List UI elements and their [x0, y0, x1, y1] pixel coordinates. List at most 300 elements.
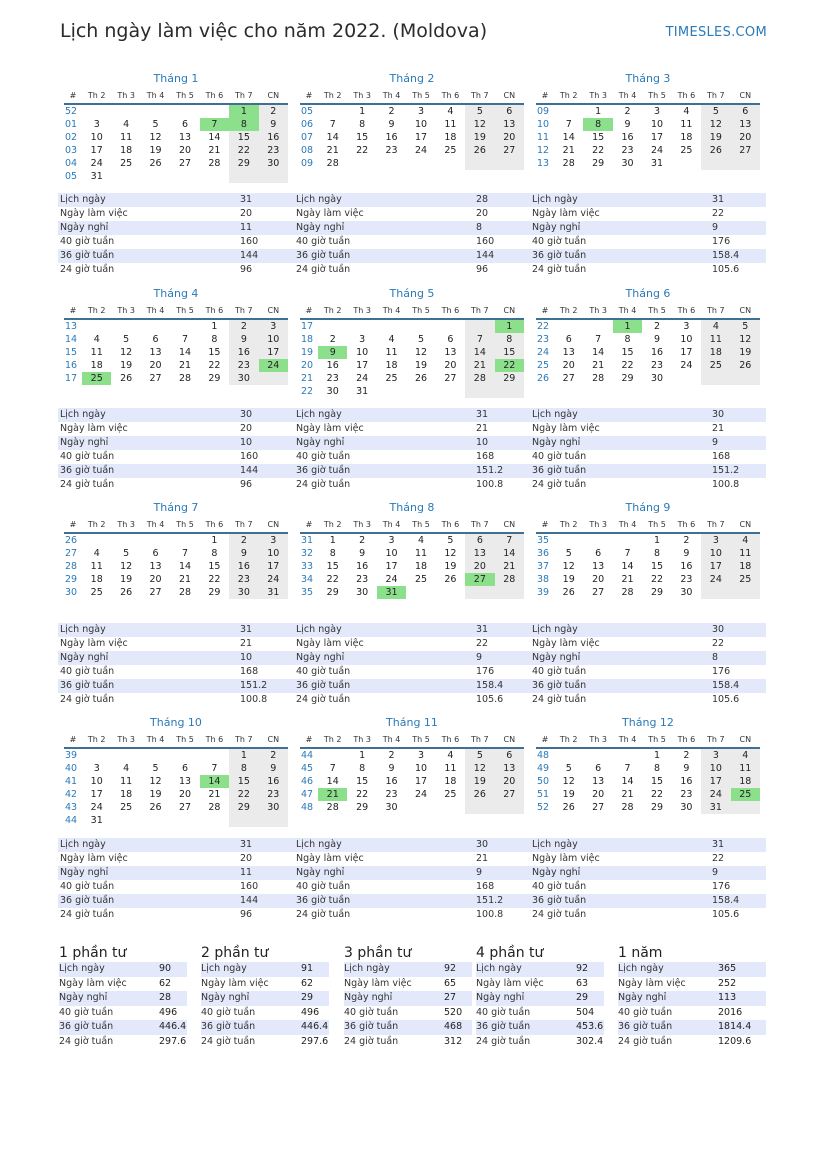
day-cell[interactable]: 17	[385, 561, 398, 572]
day-cell[interactable]: 5	[565, 763, 572, 774]
day-cell[interactable]: 11	[444, 119, 457, 130]
day-cell[interactable]: 26	[701, 144, 730, 157]
day-cell[interactable]: 3	[93, 119, 100, 130]
day-cell[interactable]: 17	[650, 132, 664, 143]
day-cell[interactable]: 29	[621, 373, 634, 384]
day-cell[interactable]: 30	[680, 587, 693, 598]
day-cell[interactable]: 19	[701, 131, 730, 144]
day-cell[interactable]: 27	[444, 373, 457, 384]
day-cell[interactable]: 7	[200, 118, 229, 131]
day-cell[interactable]: 19	[444, 561, 457, 572]
day-cell[interactable]: 2	[624, 106, 631, 117]
day-cell[interactable]: 16	[621, 132, 634, 143]
day-cell[interactable]: 15	[229, 131, 258, 144]
day-cell[interactable]: 29	[229, 157, 258, 170]
day-cell[interactable]: 9	[359, 548, 366, 559]
day-cell[interactable]: 25	[701, 359, 730, 372]
day-cell[interactable]: 28	[592, 373, 605, 384]
day-cell[interactable]: 29	[229, 801, 258, 814]
day-cell[interactable]: 4	[701, 320, 730, 333]
day-cell[interactable]: 3	[683, 321, 690, 332]
day-cell[interactable]: 5	[565, 548, 572, 559]
day-cell[interactable]: 2	[388, 106, 395, 117]
day-cell[interactable]: 28	[208, 802, 221, 813]
day-cell[interactable]: 10	[650, 119, 664, 130]
day-cell[interactable]: 12	[149, 776, 162, 787]
day-cell[interactable]: 6	[731, 105, 760, 118]
day-cell[interactable]: 15	[356, 132, 369, 143]
day-cell[interactable]: 12	[465, 118, 494, 131]
day-cell[interactable]: 15	[592, 132, 605, 143]
day-cell[interactable]: 16	[385, 132, 398, 143]
day-cell[interactable]: 1	[211, 535, 218, 546]
day-cell[interactable]: 20	[465, 560, 494, 573]
day-cell[interactable]: 10	[385, 548, 398, 559]
day-cell[interactable]: 29	[326, 587, 339, 598]
day-cell[interactable]: 11	[120, 132, 133, 143]
day-cell[interactable]: 14	[621, 776, 634, 787]
day-cell[interactable]: 31	[90, 171, 103, 182]
day-cell[interactable]: 30	[229, 586, 258, 599]
day-cell[interactable]: 25	[120, 158, 133, 169]
day-cell[interactable]: 15	[356, 776, 369, 787]
day-cell[interactable]: 31	[377, 586, 406, 599]
day-cell[interactable]: 22	[229, 144, 258, 157]
day-cell[interactable]: 17	[680, 347, 693, 358]
day-cell[interactable]: 14	[178, 347, 192, 358]
day-cell[interactable]: 18	[90, 360, 103, 371]
day-cell[interactable]: 4	[417, 535, 425, 546]
day-cell[interactable]: 17	[701, 560, 730, 573]
day-cell[interactable]: 14	[465, 346, 494, 359]
day-cell[interactable]: 2	[259, 105, 288, 118]
day-cell[interactable]: 22	[495, 359, 524, 372]
day-cell[interactable]: 27	[495, 788, 524, 801]
day-cell[interactable]: 30	[621, 158, 634, 169]
day-cell[interactable]: 11	[414, 548, 428, 559]
day-cell[interactable]: 22	[356, 789, 369, 800]
day-cell[interactable]: 7	[181, 548, 189, 559]
day-cell[interactable]: 29	[650, 587, 664, 598]
day-cell[interactable]: 10	[414, 119, 428, 130]
day-cell[interactable]: 21	[495, 560, 524, 573]
day-cell[interactable]: 18	[120, 789, 133, 800]
day-cell[interactable]: 19	[465, 131, 494, 144]
day-cell[interactable]: 22	[208, 574, 221, 585]
day-cell[interactable]: 28	[326, 158, 339, 169]
day-cell[interactable]: 15	[650, 561, 664, 572]
day-cell[interactable]: 1	[229, 105, 258, 118]
day-cell[interactable]: 3	[259, 320, 288, 333]
day-cell[interactable]: 8	[495, 333, 524, 346]
day-cell[interactable]: 9	[229, 547, 258, 560]
day-cell[interactable]: 7	[595, 334, 602, 345]
day-cell[interactable]: 17	[90, 789, 103, 800]
day-cell[interactable]: 10	[259, 547, 288, 560]
day-cell[interactable]: 21	[208, 789, 221, 800]
day-cell[interactable]: 6	[447, 334, 454, 345]
day-cell[interactable]: 4	[123, 763, 130, 774]
day-cell[interactable]: 17	[356, 360, 369, 371]
day-cell[interactable]: 27	[562, 373, 575, 384]
day-cell[interactable]: 4	[447, 750, 454, 761]
day-cell[interactable]: 17	[90, 145, 103, 156]
day-cell[interactable]: 16	[680, 776, 693, 787]
day-cell[interactable]: 27	[592, 587, 605, 598]
day-cell[interactable]: 10	[90, 132, 103, 143]
day-cell[interactable]: 26	[562, 802, 575, 813]
brand-link[interactable]: TIMESLES.COM	[665, 25, 767, 40]
day-cell[interactable]: 20	[592, 789, 605, 800]
day-cell[interactable]: 18	[90, 574, 103, 585]
day-cell[interactable]: 10	[701, 547, 730, 560]
day-cell[interactable]: 19	[731, 346, 760, 359]
day-cell[interactable]: 15	[621, 347, 634, 358]
day-cell[interactable]: 13	[562, 347, 575, 358]
day-cell[interactable]: 21	[326, 145, 339, 156]
day-cell[interactable]: 23	[356, 574, 369, 585]
day-cell[interactable]: 14	[200, 775, 229, 788]
day-cell[interactable]: 12	[562, 776, 575, 787]
day-cell[interactable]: 23	[385, 789, 398, 800]
day-cell[interactable]: 24	[259, 359, 288, 372]
day-cell[interactable]: 22	[208, 360, 221, 371]
day-cell[interactable]: 26	[149, 158, 162, 169]
day-cell[interactable]: 10	[680, 334, 693, 345]
day-cell[interactable]: 30	[259, 157, 288, 170]
day-cell[interactable]: 25	[385, 373, 398, 384]
day-cell[interactable]: 16	[356, 561, 369, 572]
day-cell[interactable]: 5	[447, 535, 454, 546]
day-cell[interactable]: 21	[592, 360, 605, 371]
day-cell[interactable]: 20	[178, 789, 192, 800]
day-cell[interactable]: 30	[356, 587, 369, 598]
day-cell[interactable]: 5	[123, 334, 130, 345]
day-cell[interactable]: 2	[683, 750, 690, 761]
day-cell[interactable]: 19	[120, 360, 133, 371]
day-cell[interactable]: 5	[152, 763, 159, 774]
day-cell[interactable]: 23	[621, 145, 634, 156]
day-cell[interactable]: 15	[208, 561, 221, 572]
day-cell[interactable]: 12	[701, 118, 730, 131]
day-cell[interactable]: 13	[444, 347, 457, 358]
day-cell[interactable]: 25	[731, 788, 760, 801]
day-cell[interactable]: 5	[152, 119, 159, 130]
day-cell[interactable]: 1	[229, 749, 258, 762]
day-cell[interactable]: 1	[653, 750, 661, 761]
day-cell[interactable]: 27	[731, 144, 760, 157]
day-cell[interactable]: 5	[701, 105, 730, 118]
day-cell[interactable]: 20	[149, 574, 162, 585]
day-cell[interactable]: 29	[356, 802, 369, 813]
day-cell[interactable]: 18	[701, 346, 730, 359]
day-cell[interactable]: 23	[259, 144, 288, 157]
day-cell[interactable]: 8	[229, 762, 258, 775]
day-cell[interactable]: 7	[329, 119, 336, 130]
day-cell[interactable]: 13	[178, 776, 192, 787]
day-cell[interactable]: 26	[465, 788, 494, 801]
day-cell[interactable]: 13	[592, 561, 605, 572]
day-cell[interactable]: 9	[388, 763, 395, 774]
day-cell[interactable]: 16	[259, 131, 288, 144]
day-cell[interactable]: 9	[388, 119, 395, 130]
day-cell[interactable]: 20	[149, 360, 162, 371]
day-cell[interactable]: 21	[318, 788, 347, 801]
day-cell[interactable]: 28	[621, 802, 634, 813]
day-cell[interactable]: 30	[326, 386, 339, 397]
day-cell[interactable]: 14	[208, 132, 221, 143]
day-cell[interactable]: 26	[444, 574, 457, 585]
day-cell[interactable]: 10	[414, 763, 428, 774]
day-cell[interactable]: 15	[495, 346, 524, 359]
day-cell[interactable]: 20	[562, 360, 575, 371]
day-cell[interactable]: 2	[683, 535, 690, 546]
day-cell[interactable]: 11	[701, 333, 730, 346]
day-cell[interactable]: 15	[229, 775, 258, 788]
day-cell[interactable]: 4	[123, 119, 130, 130]
day-cell[interactable]: 7	[495, 534, 524, 547]
day-cell[interactable]: 28	[562, 158, 575, 169]
day-cell[interactable]: 28	[326, 802, 339, 813]
day-cell[interactable]: 8	[653, 763, 661, 774]
day-cell[interactable]: 25	[444, 789, 457, 800]
day-cell[interactable]: 16	[385, 776, 398, 787]
day-cell[interactable]: 8	[624, 334, 631, 345]
day-cell[interactable]: 12	[562, 561, 575, 572]
day-cell[interactable]: 9	[259, 762, 288, 775]
day-cell[interactable]: 24	[259, 573, 288, 586]
day-cell[interactable]: 1	[359, 750, 366, 761]
day-cell[interactable]: 1	[495, 320, 524, 333]
day-cell[interactable]: 24	[385, 574, 398, 585]
day-cell[interactable]: 7	[565, 119, 572, 130]
day-cell[interactable]: 3	[359, 334, 366, 345]
day-cell[interactable]: 21	[465, 359, 494, 372]
day-cell[interactable]: 3	[417, 106, 425, 117]
day-cell[interactable]: 24	[90, 802, 103, 813]
day-cell[interactable]: 17	[414, 776, 428, 787]
day-cell[interactable]: 14	[495, 547, 524, 560]
day-cell[interactable]: 16	[229, 560, 258, 573]
day-cell[interactable]: 28	[621, 587, 634, 598]
day-cell[interactable]: 18	[385, 360, 398, 371]
day-cell[interactable]: 3	[701, 534, 730, 547]
day-cell[interactable]: 13	[495, 118, 524, 131]
day-cell[interactable]: 11	[120, 776, 133, 787]
day-cell[interactable]: 29	[592, 158, 605, 169]
day-cell[interactable]: 27	[495, 144, 524, 157]
day-cell[interactable]: 24	[701, 788, 730, 801]
day-cell[interactable]: 16	[229, 346, 258, 359]
day-cell[interactable]: 1	[211, 321, 218, 332]
day-cell[interactable]: 16	[680, 561, 693, 572]
day-cell[interactable]: 25	[444, 145, 457, 156]
day-cell[interactable]: 18	[731, 560, 760, 573]
day-cell[interactable]: 2	[653, 321, 661, 332]
day-cell[interactable]: 2	[259, 749, 288, 762]
day-cell[interactable]: 18	[680, 132, 693, 143]
day-cell[interactable]: 13	[495, 762, 524, 775]
day-cell[interactable]: 6	[595, 763, 602, 774]
day-cell[interactable]: 24	[650, 145, 664, 156]
day-cell[interactable]: 19	[562, 574, 575, 585]
day-cell[interactable]: 2	[329, 334, 336, 345]
day-cell[interactable]: 24	[680, 360, 693, 371]
day-cell[interactable]: 6	[495, 749, 524, 762]
day-cell[interactable]: 23	[385, 145, 398, 156]
day-cell[interactable]: 7	[624, 763, 631, 774]
day-cell[interactable]: 12	[149, 132, 162, 143]
day-cell[interactable]: 27	[149, 587, 162, 598]
day-cell[interactable]: 9	[318, 346, 347, 359]
day-cell[interactable]: 21	[621, 574, 634, 585]
day-cell[interactable]: 14	[326, 776, 339, 787]
day-cell[interactable]: 14	[326, 132, 339, 143]
day-cell[interactable]: 25	[120, 802, 133, 813]
day-cell[interactable]: 21	[621, 789, 634, 800]
day-cell[interactable]: 4	[388, 334, 395, 345]
day-cell[interactable]: 11	[90, 561, 103, 572]
day-cell[interactable]: 3	[653, 106, 661, 117]
day-cell[interactable]: 28	[465, 372, 494, 385]
day-cell[interactable]: 6	[181, 119, 189, 130]
day-cell[interactable]: 25	[731, 573, 760, 586]
day-cell[interactable]: 22	[326, 574, 339, 585]
day-cell[interactable]: 20	[592, 574, 605, 585]
day-cell[interactable]: 5	[417, 334, 425, 345]
day-cell[interactable]: 7	[211, 763, 218, 774]
day-cell[interactable]: 16	[650, 347, 664, 358]
day-cell[interactable]: 16	[326, 360, 339, 371]
day-cell[interactable]: 24	[414, 789, 428, 800]
day-cell[interactable]: 22	[592, 145, 605, 156]
day-cell[interactable]: 22	[621, 360, 634, 371]
day-cell[interactable]: 8	[359, 119, 366, 130]
day-cell[interactable]: 25	[680, 145, 693, 156]
day-cell[interactable]: 9	[624, 119, 631, 130]
day-cell[interactable]: 30	[680, 802, 693, 813]
day-cell[interactable]: 25	[90, 587, 103, 598]
day-cell[interactable]: 29	[495, 372, 524, 385]
day-cell[interactable]: 27	[465, 573, 494, 586]
day-cell[interactable]: 6	[181, 763, 189, 774]
day-cell[interactable]: 8	[211, 548, 218, 559]
day-cell[interactable]: 8	[211, 334, 218, 345]
day-cell[interactable]: 1	[359, 106, 366, 117]
day-cell[interactable]: 1	[653, 535, 661, 546]
day-cell[interactable]: 6	[495, 105, 524, 118]
day-cell[interactable]: 28	[178, 373, 192, 384]
day-cell[interactable]: 10	[259, 333, 288, 346]
day-cell[interactable]: 2	[388, 750, 395, 761]
day-cell[interactable]: 11	[731, 547, 760, 560]
day-cell[interactable]: 31	[259, 586, 288, 599]
day-cell[interactable]: 22	[650, 574, 664, 585]
day-cell[interactable]: 13	[178, 132, 192, 143]
day-cell[interactable]: 24	[701, 573, 730, 586]
day-cell[interactable]: 10	[356, 347, 369, 358]
day-cell[interactable]: 5	[465, 749, 494, 762]
day-cell[interactable]: 23	[680, 574, 693, 585]
day-cell[interactable]: 31	[650, 158, 664, 169]
day-cell[interactable]: 18	[731, 775, 760, 788]
day-cell[interactable]: 21	[208, 145, 221, 156]
day-cell[interactable]: 6	[595, 548, 602, 559]
day-cell[interactable]: 30	[385, 802, 398, 813]
day-cell[interactable]: 19	[149, 145, 162, 156]
day-cell[interactable]: 12	[444, 548, 457, 559]
day-cell[interactable]: 27	[149, 373, 162, 384]
day-cell[interactable]: 23	[229, 359, 258, 372]
day-cell[interactable]: 27	[178, 802, 192, 813]
day-cell[interactable]: 10	[90, 776, 103, 787]
day-cell[interactable]: 11	[90, 347, 103, 358]
day-cell[interactable]: 24	[414, 145, 428, 156]
day-cell[interactable]: 23	[650, 360, 664, 371]
day-cell[interactable]: 20	[444, 360, 457, 371]
day-cell[interactable]: 30	[259, 801, 288, 814]
day-cell[interactable]: 17	[414, 132, 428, 143]
day-cell[interactable]: 26	[465, 144, 494, 157]
day-cell[interactable]: 16	[259, 775, 288, 788]
day-cell[interactable]: 25	[414, 574, 428, 585]
day-cell[interactable]: 29	[208, 587, 221, 598]
day-cell[interactable]: 3	[388, 535, 395, 546]
day-cell[interactable]: 20	[178, 145, 192, 156]
day-cell[interactable]: 25	[82, 372, 111, 385]
day-cell[interactable]: 18	[444, 132, 457, 143]
day-cell[interactable]: 14	[562, 132, 575, 143]
day-cell[interactable]: 3	[701, 749, 730, 762]
day-cell[interactable]: 6	[152, 334, 159, 345]
day-cell[interactable]: 30	[650, 373, 664, 384]
day-cell[interactable]: 28	[178, 587, 192, 598]
day-cell[interactable]: 31	[701, 801, 730, 814]
day-cell[interactable]: 2	[229, 534, 258, 547]
day-cell[interactable]: 26	[149, 802, 162, 813]
day-cell[interactable]: 7	[624, 548, 631, 559]
day-cell[interactable]: 15	[326, 561, 339, 572]
day-cell[interactable]: 8	[229, 118, 258, 131]
day-cell[interactable]: 5	[123, 548, 130, 559]
day-cell[interactable]: 18	[414, 561, 428, 572]
day-cell[interactable]: 31	[90, 815, 103, 826]
day-cell[interactable]: 11	[680, 119, 693, 130]
day-cell[interactable]: 5	[465, 105, 494, 118]
day-cell[interactable]: 12	[465, 762, 494, 775]
day-cell[interactable]: 23	[326, 373, 339, 384]
day-cell[interactable]: 6	[465, 534, 494, 547]
day-cell[interactable]: 9	[683, 548, 690, 559]
day-cell[interactable]: 19	[465, 775, 494, 788]
day-cell[interactable]: 18	[444, 776, 457, 787]
day-cell[interactable]: 6	[152, 548, 159, 559]
day-cell[interactable]: 11	[444, 763, 457, 774]
day-cell[interactable]: 4	[447, 106, 454, 117]
day-cell[interactable]: 7	[181, 334, 189, 345]
day-cell[interactable]: 1	[613, 320, 642, 333]
day-cell[interactable]: 19	[149, 789, 162, 800]
day-cell[interactable]: 13	[592, 776, 605, 787]
day-cell[interactable]: 22	[229, 788, 258, 801]
day-cell[interactable]: 3	[259, 534, 288, 547]
day-cell[interactable]: 26	[731, 359, 760, 372]
day-cell[interactable]: 20	[495, 775, 524, 788]
day-cell[interactable]: 12	[731, 333, 760, 346]
day-cell[interactable]: 19	[120, 574, 133, 585]
day-cell[interactable]: 8	[359, 763, 366, 774]
day-cell[interactable]: 11	[731, 762, 760, 775]
